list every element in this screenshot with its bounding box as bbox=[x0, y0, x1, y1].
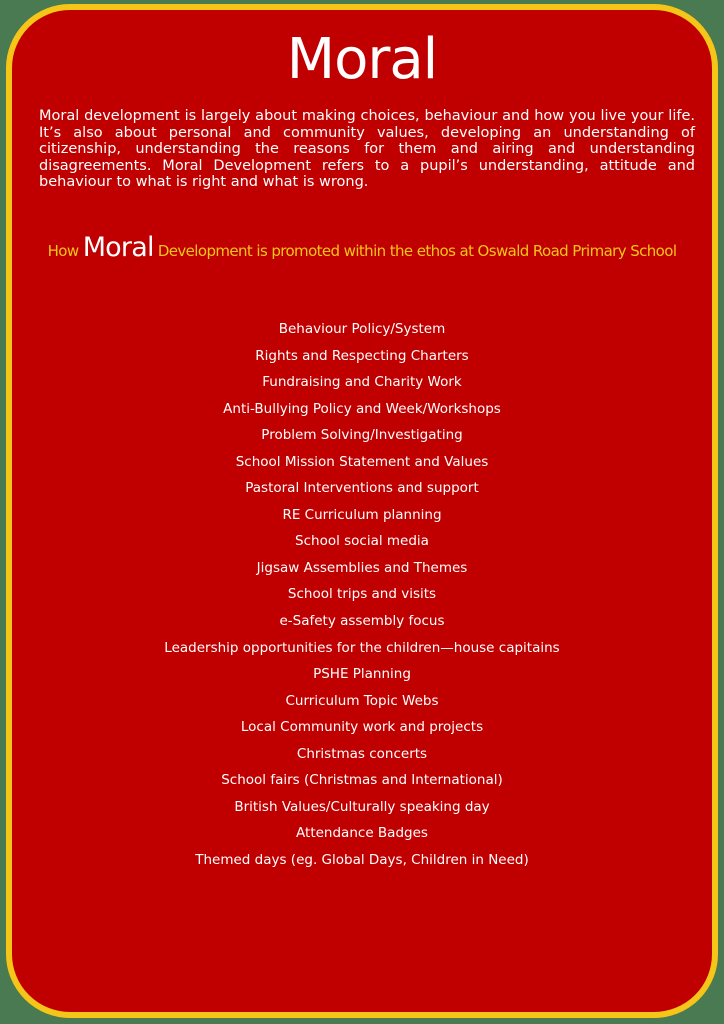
subheading-suffix: Development is promoted within the ethos at Oswald Road Primary School bbox=[157, 242, 677, 260]
list-item: British Values/Culturally speaking day bbox=[234, 798, 490, 815]
list-item: Curriculum Topic Webs bbox=[285, 692, 439, 709]
list-item: Christmas concerts bbox=[296, 745, 428, 762]
list-item: Pastoral Interventions and support bbox=[245, 480, 479, 497]
list-item: Rights and Respecting Charters bbox=[255, 347, 469, 364]
content-card bbox=[6, 4, 718, 1018]
list-item: School trips and visits bbox=[287, 586, 437, 603]
intro-paragraph: Moral development is largely about making choices, behaviour and how you live your life. It’s also about personal and community values, developing an understanding of citizenship, understanding the reasons for them and airing and understanding disagreements. Moral Development refers to a pupil’s understanding, attitude and behaviour to what is right and what is wrong. bbox=[39, 108, 695, 191]
promotion-list bbox=[12, 316, 712, 873]
list-item: PSHE Planning bbox=[313, 666, 411, 683]
list-item: Jigsaw Assemblies and Themes bbox=[256, 559, 468, 576]
list-item: Leadership opportunities for the children—house capitains bbox=[164, 639, 560, 656]
list-item: Anti-Bullying Policy and Week/Workshops bbox=[223, 400, 501, 417]
list-item: School Mission Statement and Values bbox=[235, 453, 489, 470]
list-item: Attendance Badges bbox=[296, 825, 428, 842]
page-title: Moral bbox=[286, 27, 438, 92]
subheading bbox=[12, 232, 712, 263]
subheading-highlight: Moral bbox=[82, 232, 154, 263]
list-item: Problem Solving/Investigating bbox=[261, 427, 463, 444]
list-item: Behaviour Policy/System bbox=[278, 321, 446, 337]
list-item: School fairs (Christmas and International) bbox=[221, 772, 503, 789]
list-item: School social media bbox=[295, 533, 429, 550]
list-item: Fundraising and Charity Work bbox=[262, 374, 462, 391]
subheading-prefix: How bbox=[47, 242, 79, 260]
list-item: e-Safety assembly focus bbox=[279, 613, 445, 630]
list-item: RE Curriculum planning bbox=[282, 506, 442, 523]
list-item: Local Community work and projects bbox=[240, 719, 484, 736]
list-item: Themed days (eg. Global Days, Children in Need) bbox=[195, 851, 529, 868]
